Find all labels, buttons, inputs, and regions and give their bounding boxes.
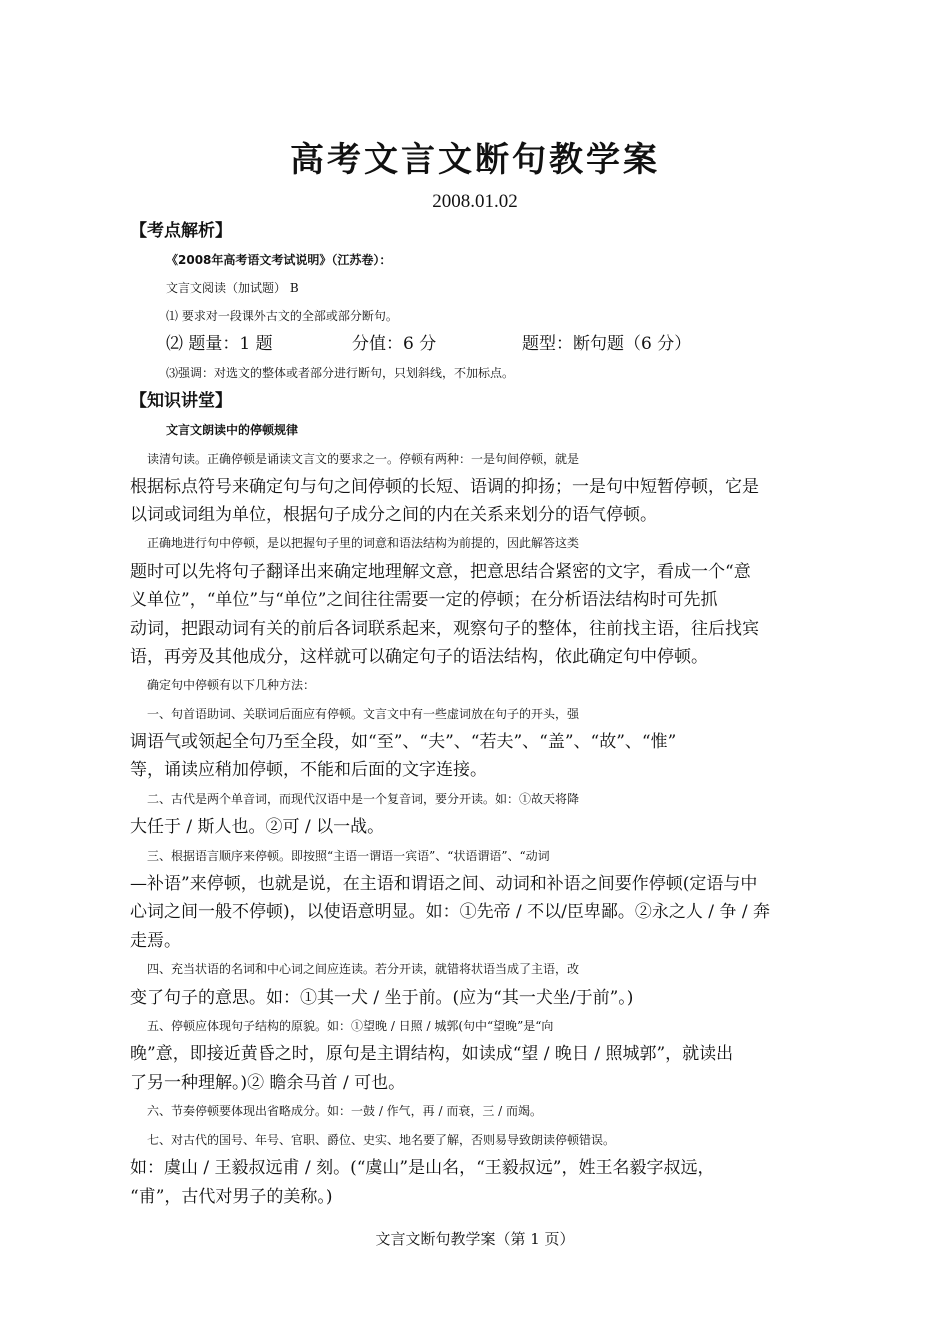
section-heading-analysis: 【考点解析】 [130,221,232,241]
method-4-line-1: 四、充当状语的名词和中心词之间应连读。若分开读，就错将状语当成了主语，改 [147,962,580,976]
method-7-line-1: 七、对古代的国号、年号、官职、爵位、史实、地名要了解，否则易导致朗读停顿错误。 [147,1133,616,1147]
question-score: 分值：6 分 [352,334,437,354]
question-type: 题型：断句题（6 分） [522,334,692,354]
paragraph-3: 确定句中停顿有以下几种方法： [147,678,316,692]
method-1-line-1: 一、句首语助词、关联词后面应有停顿。文言文中有一些虚词放在句子的开头，强 [147,707,580,721]
page-footer: 文言文断句教学案（第 1 页） [375,1230,575,1248]
method-1-line-2: 调语气或领起全句乃至全段，如“至”、“夫”、“若夫”、“盖”、“故”、“惟” [130,732,677,752]
subsection-heading: 文言文朗读中的停顿规律 [166,423,299,437]
paragraph-2-line-5: 语，再旁及其他成分，这样就可以确定句子的语法结构，依此确定句中停顿。 [130,647,708,667]
method-2-line-1: 二、古代是两个单音词，而现代汉语中是一个复音词，要分开读。如：①故天将降 [147,792,580,806]
section-heading-knowledge: 【知识讲堂】 [130,391,232,411]
paragraph-1-line-1: 读清句读。正确停顿是诵读文言文的要求之一。停顿有两种：一是句间停顿，就是 [147,452,580,466]
method-5-line-2: 晚”意，即接近黄昏之时，原句是主谓结构，如读成“望 / 晚日 / 照城郭”，就读出 [130,1044,734,1064]
paragraph-1-line-2: 根据标点符号来确定句与句之间停顿的长短、语调的抑扬；一是句中短暂停顿，它是 [130,477,759,497]
method-3-line-1: 三、根据语言顺序来停顿。即按照“主语一谓语一宾语”、“状语谓语”、“动词 [147,849,550,863]
requirement-item-2 [166,331,766,357]
document-title: 高考文言文断句教学案 [290,140,660,180]
requirement-reading: 文言文阅读（加试题） B [166,281,299,295]
method-4-line-2: 变了句子的意思。如：①其一犬 / 坐于前。(应为“其一犬坐/于前”。) [130,988,634,1008]
method-1-line-3: 等，诵读应稍加停顿，不能和后面的文字连接。 [130,760,487,780]
document-date: 2008.01.02 [432,191,518,212]
paragraph-2-line-1: 正确地进行句中停顿，是以把握句子里的词意和语法结构为前提的，因此解答这类 [147,536,580,550]
requirement-item-1: ⑴ 要求对一段课外古文的全部或部分断句。 [166,309,398,323]
method-3-line-2: —补语”来停顿，也就是说，在主语和谓语之间、动词和补语之间要作停顿(定语与中 [130,874,758,894]
question-count: ⑵ 题量：1 题 [166,334,273,354]
method-3-line-4: 走焉。 [130,931,181,951]
method-2-line-2: 大任于 / 斯人也。②可 / 以一战。 [130,817,385,837]
paragraph-1-line-3: 以词或词组为单位，根据句子成分之间的内在关系来划分的语气停顿。 [130,505,657,525]
method-5-line-3: 了另一种理解。)② 瞻余马首 / 可也。 [130,1073,406,1093]
method-7-line-3: “甫”，古代对男子的美称。) [130,1187,333,1207]
method-7-line-2: 如：虞山 / 王毅叔远甫 / 刻。(“虞山”是山名，“王毅叔远”，姓王名毅字叔远， [130,1158,715,1178]
method-6-line-1: 六、节奏停顿要体现出省略成分。如：一鼓 / 作气，再 / 而衰，三 / 而竭。 [147,1104,543,1118]
paragraph-2-line-2: 题时可以先将句子翻译出来确定地理解文意，把意思结合紧密的文字，看成一个“意 [130,562,751,582]
method-3-line-3: 心词之间一般不停顿)，以使语意明显。如：①先帝 / 不以/臣卑鄙。②永之人 / 争 / 奔 [130,902,770,922]
paragraph-2-line-4: 动词，把跟动词有关的前后各词联系起来，观察句子的整体，往前找主语，往后找宾 [130,619,759,639]
method-5-line-1: 五、停顿应体现句子结构的原貌。如：①望晚 / 日照 / 城郭(句中“望晚”是“向 [147,1019,554,1033]
requirement-item-3: ⑶强调：对选文的整体或者部分进行断句，只划斜线，不加标点。 [166,366,515,380]
paragraph-2-line-3: 义单位”，“单位”与“单位”之间往往需要一定的停顿；在分析语法结构时可先抓 [130,590,718,610]
exam-guide-title: 《2008年高考语文考试说明》（江苏卷）： [166,253,392,267]
